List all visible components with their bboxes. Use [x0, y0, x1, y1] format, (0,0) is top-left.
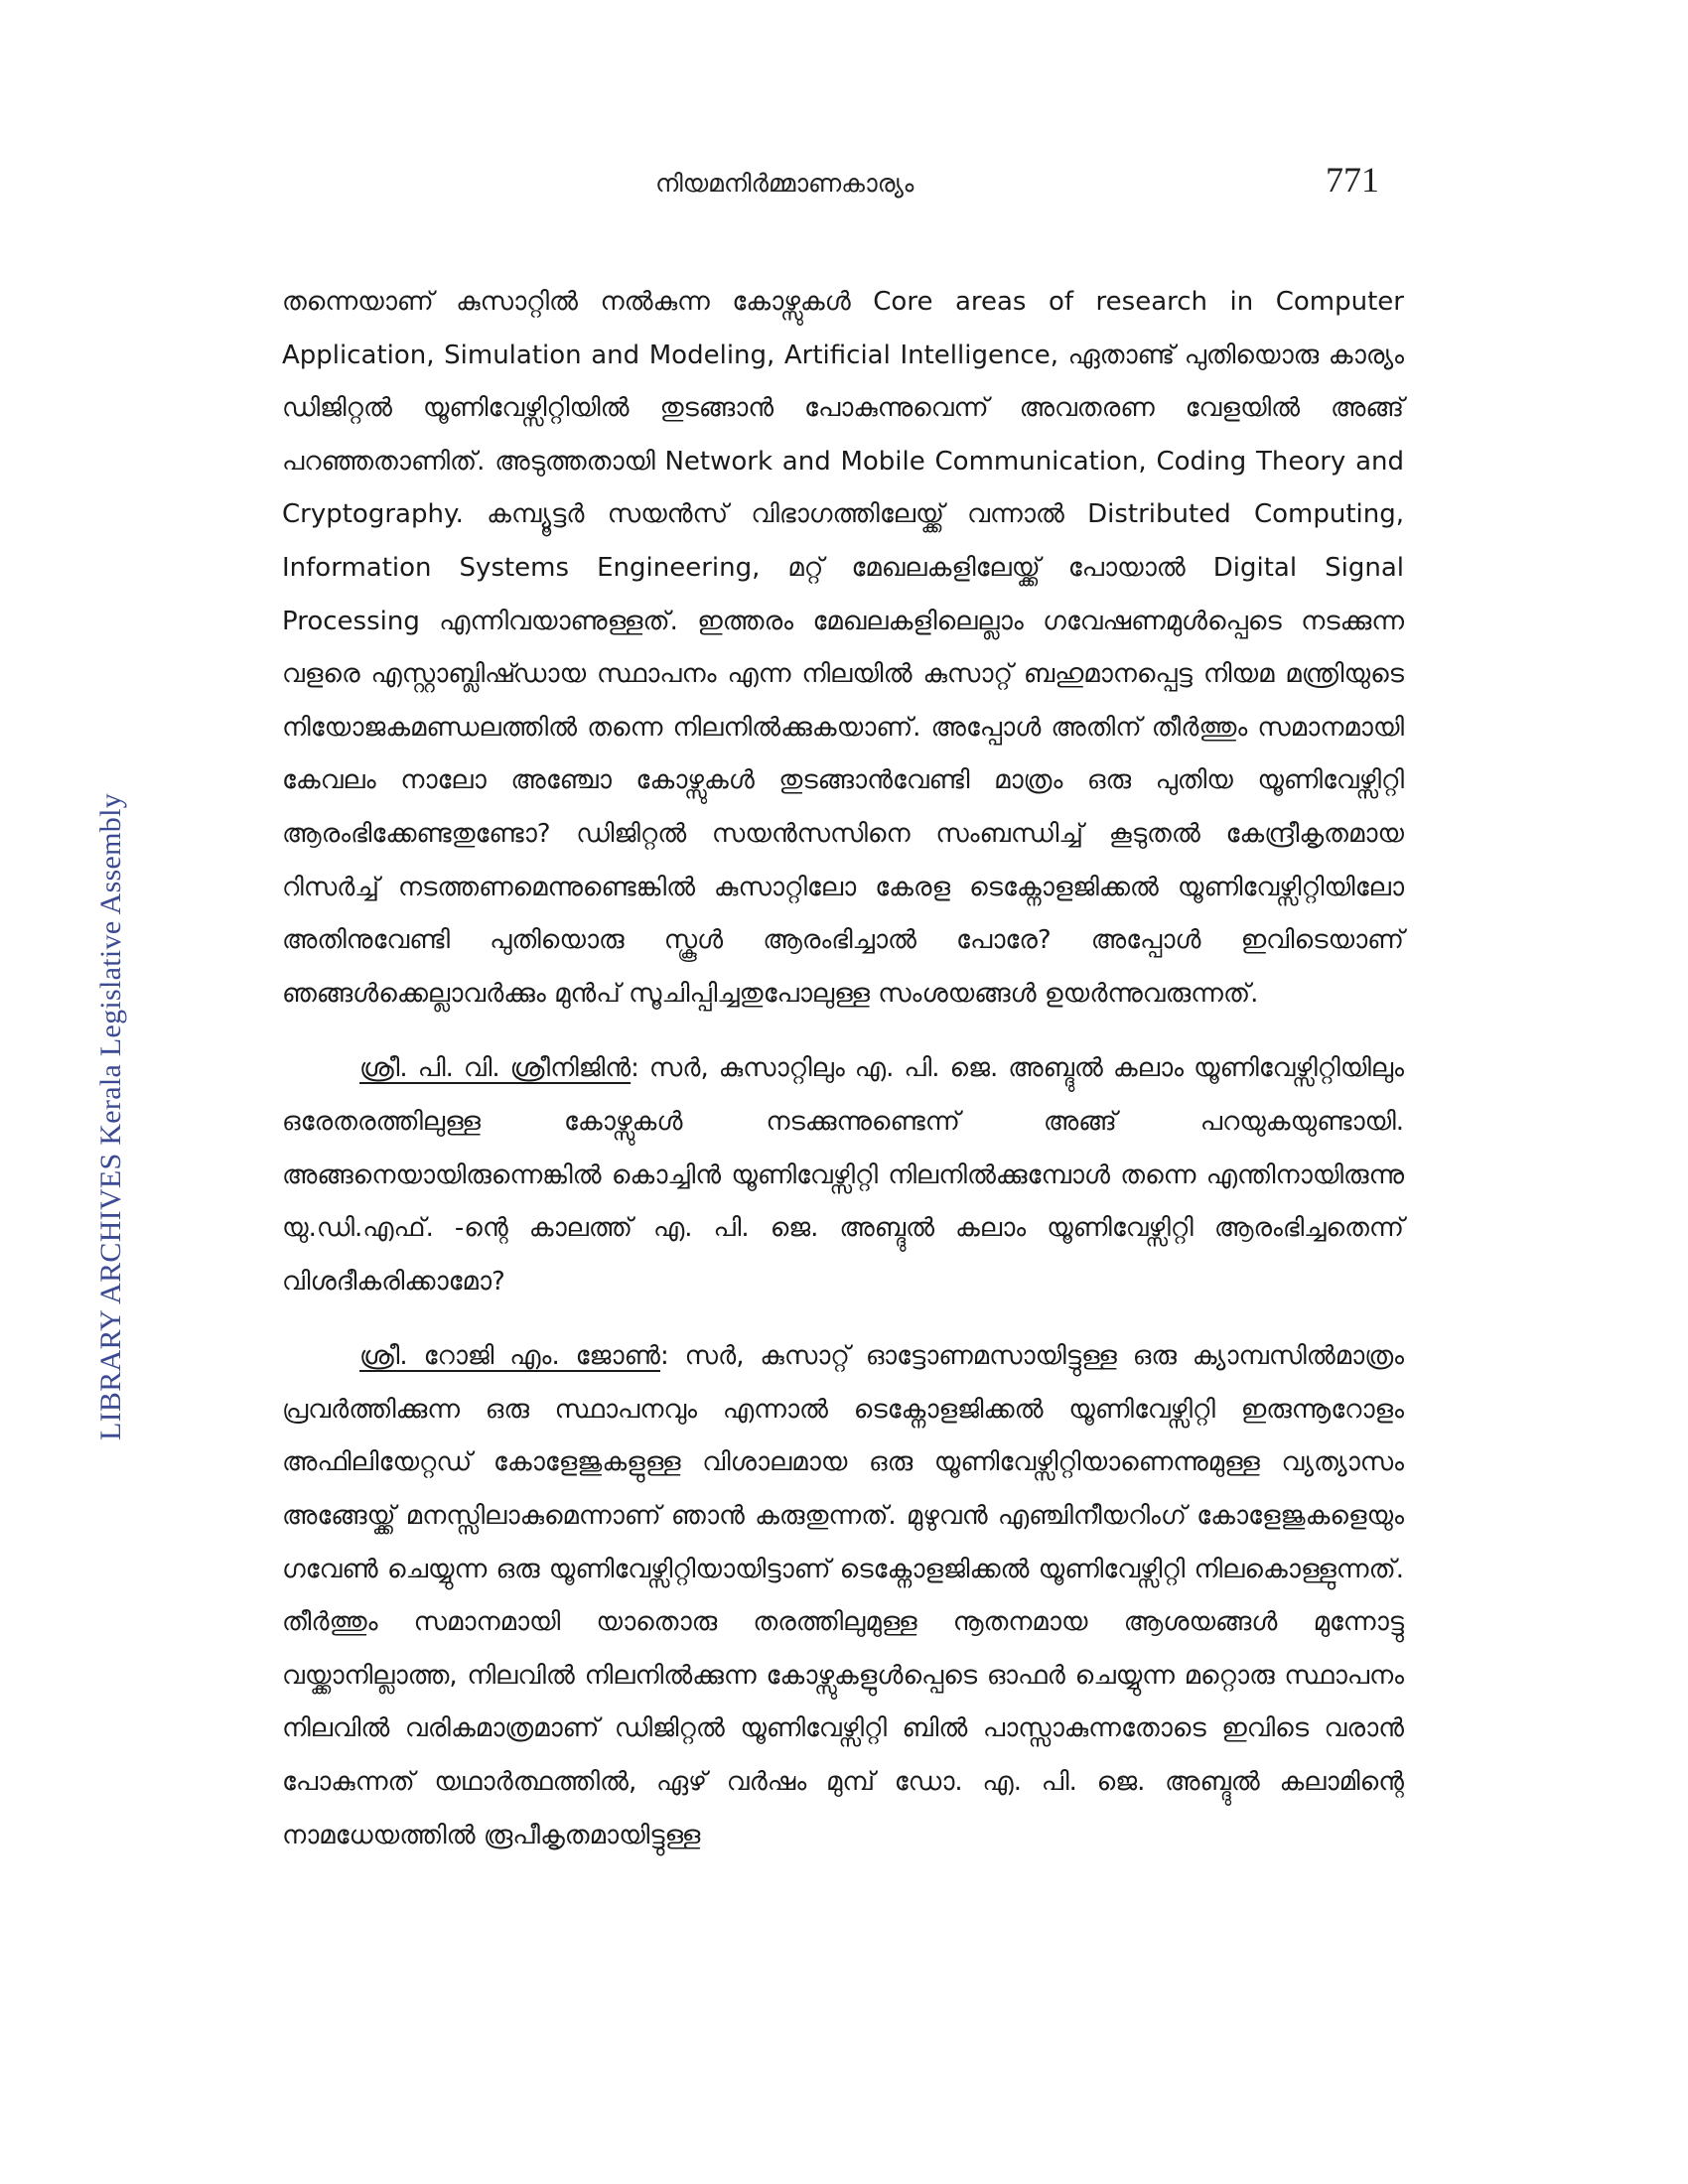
- running-header-title: നിയമനിർമ്മാണകാര്യം: [655, 169, 914, 198]
- paragraph-speech-roji: [282, 1330, 1404, 1862]
- page-number: 771: [1326, 160, 1379, 200]
- speaker-name: ശ്രീ. പി. വി. ശ്രീനിജിൻ: [359, 1053, 632, 1084]
- body-text: [282, 276, 1404, 1862]
- speech-text: : സർ, കുസാറ്റ് ഓട്ടോണമസായിട്ടുള്ള ഒരു ക്യാമ്പസിൽമാത്രം പ്രവർത്തിക്കുന്ന ഒരു സ്ഥാപനവും എന്നാൽ ടെക്നോളജിക്കൽ യൂണിവേഴ്സിറ്റി ഇരുന്നൂറോളം അഫിലിയേറ്റഡ് കോളേജുകളുള്ള വിശാലമായ ഒരു യൂണിവേഴ്സിറ്റിയാണെന്നുമുള്ള വ്യത്യാസം അങ്ങേയ്ക്ക് മനസ്സിലാകുമെന്നാണ് ഞാൻ കരുതുന്നത്. മുഴുവൻ എഞ്ചിനീയറിംഗ് കോളേജുകളെയും ഗവേൺ ചെയ്യുന്ന ഒരു യൂണിവേഴ്സിറ്റിയായിട്ടാണ് ടെക്നോളജിക്കൽ യൂണിവേഴ്സിറ്റി നിലകൊള്ളുന്നത്. തീർത്തും സമാനമായി യാതൊരു തരത്തിലുമുള്ള നൂതനമായ ആശയങ്ങൾ മുന്നോട്ടു വയ്ക്കാനില്ലാത്ത, നിലവിൽ നിലനിൽക്കുന്ന കോഴ്സുകളുൾപ്പെടെ ഓഫർ ചെയ്യുന്ന മറ്റൊരു സ്ഥാപനം നിലവിൽ വരികമാത്രമാണ് ഡിജിറ്റൽ യൂണിവേഴ്സിറ്റി ബിൽ പാസ്സാകുന്നതോടെ ഇവിടെ വരാൻ പോകുന്നത് യഥാർത്ഥത്തിൽ, ഏഴ് വർഷം മുമ്പ് ഡോ. എ. പി. ജെ. അബ്ദുൽ കലാമിന്റെ നാമധേയത്തിൽ രൂപീകൃതമായിട്ടുള്ള: [282, 1341, 1404, 1850]
- speaker-name: ശ്രീ. റോജി എം. ജോൺ: [359, 1341, 660, 1372]
- paragraph-text: തന്നെയാണ് കുസാറ്റിൽ നൽകുന്ന കോഴ്സുകൾ Core areas of research in Computer Application, Simulation and Modeling, Artificial Intelligence, ഏതാണ്ട് പുതിയൊരു കാര്യം ഡിജിറ്റൽ യൂണിവേഴ്സിറ്റിയിൽ തുടങ്ങാൻ പോകുന്നുവെന്ന് അവതരണ വേളയിൽ അങ്ങ് പറഞ്ഞതാണിത്. അടുത്തതായി Network and Mobile Communication, Coding Theory and Cryptography. കമ്പ്യൂട്ടർ സയൻസ് വിഭാഗത്തിലേയ്ക്ക് വന്നാൽ Distributed Computing, Information Systems Engineering, മറ്റ് മേഖലകളിലേയ്ക്ക് പോയാൽ Digital Signal Processing എന്നിവയാണുള്ളത്. ഇത്തരം മേഖലകളിലെല്ലാം ഗവേഷണമുൾപ്പെടെ നടക്കുന്ന വളരെ എസ്റ്റാബ്ലിഷ്ഡായ സ്ഥാപനം എന്ന നിലയിൽ കുസാറ്റ് ബഹുമാനപ്പെട്ട നിയമ മന്ത്രിയുടെ നിയോജകമണ്ഡലത്തിൽ തന്നെ നിലനിൽക്കുകയാണ്. അപ്പോൾ അതിന് തീർത്തും സമാനമായി കേവലം നാലോ അഞ്ചോ കോഴ്സുകൾ തുടങ്ങാൻവേണ്ടി മാത്രം ഒരു പുതിയ യൂണിവേഴ്സിറ്റി ആരംഭിക്കേണ്ടതുണ്ടോ? ഡിജിറ്റൽ സയൻസസിനെ സംബന്ധിച്ച് കൂടുതൽ കേന്ദ്രീകൃതമായ റിസർച്ച് നടത്തണമെന്നുണ്ടെങ്കിൽ കുസാറ്റിലോ കേരള ടെക്നോളജിക്കൽ യൂണിവേഴ്സിറ്റിയിലോ അതിനുവേണ്ടി പുതിയൊരു സ്കൂൾ ആരംഭിച്ചാൽ പോരേ? അപ്പോൾ ഇവിടെയാണ് ഞങ്ങൾക്കെല്ലാവർക്കും മുൻപ് സൂചിപ്പിച്ചതുപോലുള്ള സംശയങ്ങൾ ഉയർന്നുവരുന്നത്.: [282, 287, 1404, 1009]
- paragraph-continuation: [282, 276, 1404, 1021]
- paragraph-speech-sreenijin: [282, 1042, 1404, 1308]
- speech-text: : സർ, കുസാറ്റിലും എ. പി. ജെ. അബ്ദുൽ കലാം യൂണിവേഴ്സിറ്റിയിലും ഒരേതരത്തിലുള്ള കോഴ്സുകൾ നടക്കുന്നുണ്ടെന്ന് അങ്ങ് പറയുകയുണ്ടായി. അങ്ങനെയായിരുന്നെങ്കിൽ കൊച്ചിൻ യൂണിവേഴ്സിറ്റി നിലനിൽക്കുമ്പോൾ തന്നെ എന്തിനായിരുന്നു യു.ഡി.എഫ്. -ന്റെ കാലത്ത് എ. പി. ജെ. അബ്ദുൽ കലാം യൂണിവേഴ്സിറ്റി ആരംഭിച്ചതെന്ന് വിശദീകരിക്കാമോ?: [282, 1053, 1405, 1297]
- archive-watermark: LIBRARY ARCHIVES Kerala Legislative Assembly: [94, 792, 127, 1441]
